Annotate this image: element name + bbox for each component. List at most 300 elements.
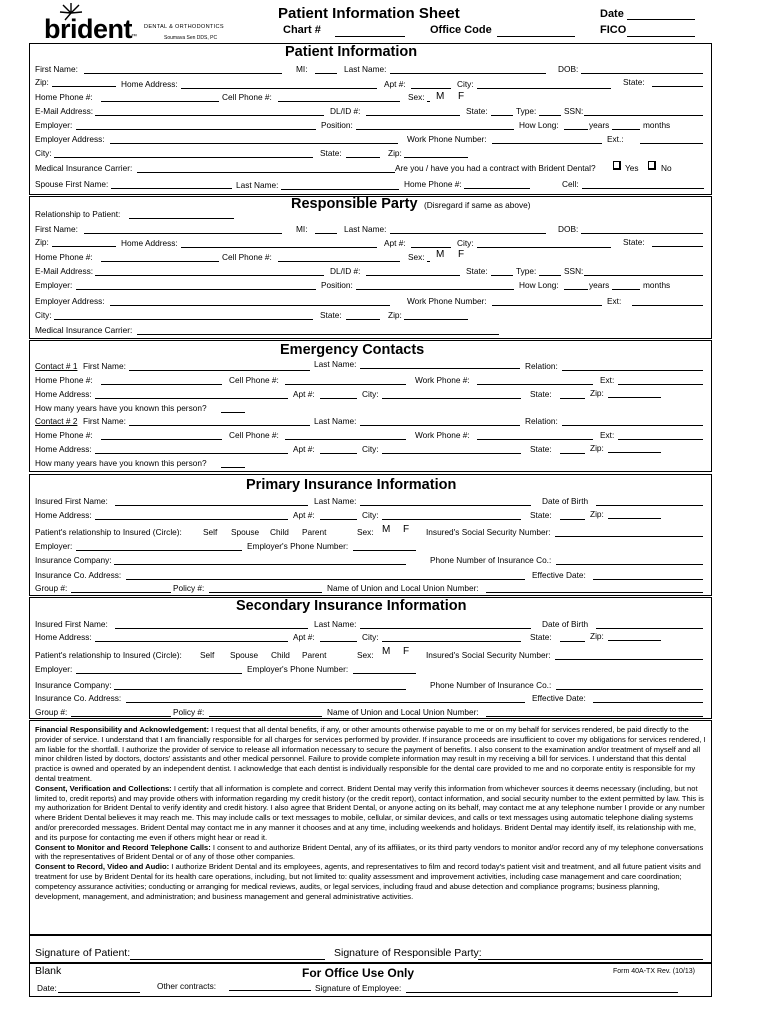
spouse-home-phone-field[interactable] (464, 188, 530, 189)
label: How Long: (519, 280, 559, 290)
si-effective-date-field[interactable] (593, 702, 703, 703)
label: Zip: (590, 388, 604, 398)
responsible-party-note: (Disregard if same as above) (424, 200, 531, 210)
label: Ext: (607, 296, 622, 306)
label: Relation: (525, 361, 558, 371)
label: State: (623, 77, 645, 87)
ec2-ext-field[interactable] (618, 439, 703, 440)
label: Home Address: (35, 444, 92, 454)
patient-dl-state-field[interactable] (491, 115, 513, 116)
label: E-Mail Address: (35, 266, 94, 276)
ec2-last-name-field[interactable] (360, 425, 520, 426)
label: Home Address: (35, 510, 92, 520)
label: State: (320, 148, 342, 158)
spouse-last-name-field[interactable] (281, 189, 399, 190)
rp-mi-field[interactable] (315, 233, 337, 234)
label: Group #: (35, 583, 68, 593)
responsible-signature-field[interactable] (478, 959, 703, 960)
contact-2-label: Contact # 2 (35, 416, 78, 426)
ec1-apt-field[interactable] (320, 398, 357, 399)
pi-last-name-field[interactable] (360, 505, 531, 506)
pi-company-field[interactable] (114, 564, 406, 565)
date-label: Date (600, 8, 624, 20)
label: State: (530, 632, 552, 642)
ec1-relation-field[interactable] (562, 370, 703, 371)
label: Apt #: (384, 238, 406, 248)
fico-label: FICO (600, 24, 627, 36)
patient-dob-field[interactable] (581, 73, 703, 74)
patient-employer-state-field[interactable] (346, 157, 380, 158)
label: City: (362, 444, 379, 454)
label: Insurance Co. Address: (35, 570, 122, 580)
ec2-apt-field[interactable] (320, 453, 357, 454)
label: Policy #: (173, 707, 205, 717)
relationship-self[interactable]: Self (203, 527, 218, 537)
blank-label: Blank (35, 965, 62, 977)
label: First Name: (83, 361, 126, 371)
ec1-home-phone-field[interactable] (101, 384, 222, 385)
label: Employer: (35, 664, 73, 674)
ec2-home-address-field[interactable] (95, 453, 288, 454)
label: Phone Number of Insurance Co.: (430, 680, 552, 690)
rp-home-address-field[interactable] (181, 247, 377, 248)
label: Home Address: (35, 632, 92, 642)
label: Apt #: (293, 389, 315, 399)
patient-how-long-years-field[interactable] (564, 129, 588, 130)
label: Other contracts: (157, 981, 217, 991)
rp-dl-state-field[interactable] (491, 275, 513, 276)
patient-last-name-field[interactable] (390, 73, 546, 74)
label: Cell: (562, 179, 579, 189)
label: Zip: (388, 310, 402, 320)
label: DL/ID #: (330, 106, 361, 116)
label: State: (623, 237, 645, 247)
patient-work-phone-field[interactable] (492, 143, 602, 144)
relationship-self[interactable]: Self (200, 650, 215, 660)
label: Work Phone Number: (407, 296, 487, 306)
ec1-years-known-field[interactable] (221, 412, 245, 413)
si-employer-field[interactable] (76, 673, 242, 674)
rp-dl-type-field[interactable] (539, 275, 561, 276)
label: Zip: (590, 443, 604, 453)
contract-no-checkbox[interactable] (648, 161, 656, 170)
rp-apt-field[interactable] (411, 247, 451, 248)
ec1-zip-field[interactable] (608, 397, 661, 398)
label: State: (320, 310, 342, 320)
label: Phone Number of Insurance Co.: (430, 555, 552, 565)
ec1-city-field[interactable] (382, 398, 521, 399)
label: Medical Insurance Carrier: (35, 325, 133, 335)
pi-city-field[interactable] (382, 519, 521, 520)
label: SSN: (564, 266, 584, 276)
si-employer-phone-field[interactable] (353, 673, 416, 674)
patient-position-field[interactable] (356, 129, 514, 130)
patient-sex-field[interactable] (427, 101, 430, 102)
label: Employer: (35, 280, 73, 290)
label: Date: (37, 983, 57, 993)
patient-ssn-field[interactable] (584, 115, 703, 116)
label: Apt #: (293, 444, 315, 454)
form-number: Form 40A-TX Rev. (10/13) (613, 968, 695, 975)
label: City: (362, 510, 379, 520)
rp-ext-field[interactable] (632, 305, 703, 306)
pi-apt-field[interactable] (320, 519, 357, 520)
logo-doctor: Soumava Sen DDS, PC (164, 35, 218, 41)
label: Policy #: (173, 583, 205, 593)
label: Last Name: (314, 416, 357, 426)
logo-tagline: DENTAL & ORTHODONTICS (144, 24, 224, 30)
ec1-cell-phone-field[interactable] (285, 384, 406, 385)
rp-employer-field[interactable] (76, 289, 316, 290)
si-company-phone-field[interactable] (556, 689, 703, 690)
financial-responsibility-text: I request that all dental benefits, if any, or other amounts otherwise payable to me or on my behalf for services rendered, be paid directly to the provider of service. I understand that I am financially responsible for all charges for services performed by provider. If insurance proceeds are insufficient to cover my obligations for services rendered, I am liable for the shortfall. I authorize the provider of service to release all information necessary to secure the payment of benefits. I also consent to the examination and/or treatment of myself and all minor children listed by doctors, doctors' assistants and other medical personnel. Failure to provide complete information may result in my receiving a bill for services. I understand that this dental practice is owned and operated by an independent dentist. I acknowledge that each dentist is individually responsible for the dental care provided to me and no corporate entity is responsible for my dental treatment. (35, 725, 706, 783)
patient-employer-city-field[interactable] (54, 157, 313, 158)
label: Ext: (600, 430, 615, 440)
label: Apt #: (293, 510, 315, 520)
pi-ssn-field[interactable] (555, 536, 703, 537)
sex-option-f[interactable]: F (458, 249, 465, 260)
pi-company-phone-field[interactable] (556, 564, 703, 565)
sex-option-f[interactable]: F (403, 524, 410, 535)
label: Relation: (525, 416, 558, 426)
rp-employer-city-field[interactable] (54, 319, 313, 320)
ec2-first-name-field[interactable] (129, 425, 310, 426)
relationship-parent[interactable]: Parent (302, 527, 327, 537)
patient-apt-field[interactable] (411, 88, 451, 89)
sex-option-m[interactable]: M (382, 524, 391, 535)
rp-sex-field[interactable] (427, 261, 430, 262)
label: Signature of Employee: (315, 983, 402, 993)
label: State: (530, 510, 552, 520)
pi-employer-phone-field[interactable] (353, 550, 416, 551)
label: Home Phone #: (35, 92, 93, 102)
si-apt-field[interactable] (320, 641, 357, 642)
pi-state-field[interactable] (560, 519, 585, 520)
sex-option-m[interactable]: M (382, 646, 391, 657)
patient-dl-type-field[interactable] (539, 115, 561, 116)
pi-group-field[interactable] (71, 592, 171, 593)
rp-employer-address-field[interactable] (110, 305, 390, 306)
si-group-field[interactable] (71, 716, 171, 717)
patient-employer-field[interactable] (76, 129, 316, 130)
patient-dl-field[interactable] (366, 115, 460, 116)
ec2-zip-field[interactable] (608, 452, 661, 453)
ec1-state-field[interactable] (560, 398, 585, 399)
consent-verification-text: I certify that all information is complete and correct. Brident Dental may verify this information from whichever sources it deems necessary (including, but not limited to, credit reports) and may provide others with information regarding my credit history (or the credit report), contact information, and social security number to the extent permitted by law. This is my authorization for Brident Dental to verify identity and credit history. I also agree that Brident Dental, or anyone acting on its behalf, may contact me at any telephone number I provide or any number where Brident Dental believes it may reach me. This may include calls or text messages to mobile, cellular, or similar devices, and calls or text messages using automatic telephone dialing systems and/or prerecorded messages. Brident Dental may contact me in any manner it chooses and at any time, including weekends and holidays. Brident Dental may identify itself, its relationship with me, and its purpose for contacting me even if others might hear or read it. (35, 783, 705, 842)
label: SSN: (564, 106, 584, 116)
patient-state-field[interactable] (652, 86, 703, 87)
ec1-first-name-field[interactable] (129, 370, 310, 371)
label: Home Phone #: (35, 375, 93, 385)
pi-effective-date-field[interactable] (593, 579, 703, 580)
patient-information-title: Patient Information (285, 44, 418, 60)
secondary-insurance-title: Secondary Insurance Information (236, 598, 467, 614)
pi-home-address-field[interactable] (95, 519, 288, 520)
label: Home Phone #: (404, 179, 462, 189)
office-date-field[interactable] (58, 992, 140, 993)
label: Name of Union and Local Union Number: (327, 583, 479, 593)
label: Employer: (35, 541, 73, 551)
label: Insured First Name: (35, 619, 108, 629)
relationship-spouse[interactable]: Spouse (231, 527, 260, 537)
employee-signature-field[interactable] (406, 992, 678, 993)
label: Zip: (35, 77, 49, 87)
sex-option-f[interactable]: F (403, 646, 410, 657)
ec2-relation-field[interactable] (562, 425, 703, 426)
label: Work Phone #: (415, 430, 470, 440)
si-company-field[interactable] (114, 689, 406, 690)
rp-employer-zip-field[interactable] (404, 319, 468, 320)
office-use-title: For Office Use Only (302, 966, 415, 980)
label: Medical Insurance Carrier: (35, 163, 133, 173)
label: Effective Date: (532, 570, 586, 580)
label: Employer Address: (35, 134, 105, 144)
si-ssn-field[interactable] (555, 659, 703, 660)
label: Home Phone #: (35, 430, 93, 440)
label: MI: (296, 224, 308, 234)
label: E-Mail Address: (35, 106, 94, 116)
legal-text (35, 725, 707, 901)
patient-cell-phone-field[interactable] (278, 101, 400, 102)
label: Last Name: (236, 180, 279, 190)
label: City: (35, 148, 52, 158)
emergency-contacts-title: Emergency Contacts (280, 342, 425, 358)
label: Home Phone #: (35, 252, 93, 262)
patient-home-phone-field[interactable] (101, 101, 219, 102)
label: Effective Date: (532, 693, 586, 703)
patient-signature-label: Signature of Patient: (35, 947, 131, 959)
label: Home Address: (121, 79, 178, 89)
logo-tm: ™ (131, 34, 137, 40)
consent-record-heading: Consent to Record, Video and Audio: (35, 862, 170, 872)
si-company-address-field[interactable] (126, 702, 525, 703)
label: Cell Phone #: (229, 375, 279, 385)
label: State: (530, 444, 552, 454)
other-contracts-field[interactable] (229, 990, 311, 991)
si-last-name-field[interactable] (360, 628, 531, 629)
ec2-years-known-field[interactable] (221, 467, 245, 468)
ec1-ext-field[interactable] (618, 384, 703, 385)
patient-email-field[interactable] (95, 115, 324, 116)
rp-work-phone-field[interactable] (492, 305, 602, 306)
label: Yes (625, 163, 639, 173)
ec2-home-phone-field[interactable] (101, 439, 222, 440)
label: MI: (296, 64, 308, 74)
rp-email-field[interactable] (95, 275, 324, 276)
patient-employer-address-field[interactable] (110, 143, 398, 144)
label: Are you / have you had a contract with Brident Dental? (395, 163, 596, 173)
label: Employer's Phone Number: (247, 664, 349, 674)
label: Type: (516, 266, 537, 276)
label: Insured's Social Security Number: (426, 527, 551, 537)
sex-option-f[interactable]: F (458, 91, 465, 102)
sex-option-m[interactable]: M (436, 249, 445, 260)
label: Last Name: (344, 64, 387, 74)
label: DOB: (558, 224, 579, 234)
label: DOB: (558, 64, 579, 74)
label: Insurance Co. Address: (35, 693, 122, 703)
label: State: (466, 266, 488, 276)
rp-how-long-years-field[interactable] (564, 289, 588, 290)
date-field[interactable] (627, 19, 695, 20)
financial-responsibility-heading: Financial Responsibility and Acknowledgement: (35, 725, 209, 734)
rp-first-name-field[interactable] (84, 233, 282, 234)
label: Home Address: (121, 238, 178, 248)
relationship-parent[interactable]: Parent (302, 650, 327, 660)
patient-zip-field[interactable] (52, 86, 116, 87)
rp-ssn-field[interactable] (584, 275, 703, 276)
label: Ext.: (607, 134, 624, 144)
responsible-party-title: Responsible Party (291, 196, 418, 212)
logo-wordmark: brident (44, 14, 132, 44)
patient-home-address-field[interactable] (181, 88, 377, 89)
pi-policy-field[interactable] (209, 592, 322, 593)
label: years (589, 280, 610, 290)
label: Zip: (590, 509, 604, 519)
si-zip-field[interactable] (608, 640, 661, 641)
patient-signature-field[interactable] (130, 959, 325, 960)
label: Last Name: (344, 224, 387, 234)
label: Sex: (357, 650, 374, 660)
ec1-last-name-field[interactable] (360, 368, 520, 369)
label: months (643, 120, 671, 130)
rp-medical-insurance-field[interactable] (137, 334, 499, 335)
rp-dl-field[interactable] (366, 275, 460, 276)
rp-home-phone-field[interactable] (101, 261, 219, 262)
label: Group #: (35, 707, 68, 717)
label: Date of Birth (542, 619, 589, 629)
label: Cell Phone #: (222, 252, 272, 262)
primary-insurance-title: Primary Insurance Information (246, 477, 457, 493)
patient-first-name-field[interactable] (84, 73, 282, 74)
rp-state-field[interactable] (652, 246, 703, 247)
label: Sex: (357, 527, 374, 537)
label: Sex: (408, 92, 425, 102)
pi-insured-first-name-field[interactable] (115, 505, 308, 506)
label: Zip: (590, 631, 604, 641)
label: Insured's Social Security Number: (426, 650, 551, 660)
si-insured-first-name-field[interactable] (115, 628, 308, 629)
ec2-state-field[interactable] (560, 453, 585, 454)
label: State: (466, 106, 488, 116)
consent-record-text: I authorize Brident Dental and its employees, agents, and representatives to film and record today's patient visit and treatment, and all future patient visits and treatment for use by Brident Dental for its health care operations, including, but not limited to: quality assessment and improvement activities, including case management and care coordination; competency assurance activities; conducting or arranging for medical reviews, audits, or legal services, including fraud and abuse detection and compliance programs; business planning, development, management, and administration; and business management and general administrative activities. (35, 862, 701, 901)
rp-last-name-field[interactable] (390, 233, 546, 234)
spouse-cell-field[interactable] (582, 188, 704, 189)
spouse-first-name-field[interactable] (111, 188, 232, 189)
si-union-field[interactable] (486, 716, 703, 717)
label: Name of Union and Local Union Number: (327, 707, 479, 717)
label: Work Phone #: (415, 375, 470, 385)
label: First Name: (35, 224, 78, 234)
rp-how-long-months-field[interactable] (612, 289, 640, 290)
ec2-city-field[interactable] (382, 453, 521, 454)
label: Zip: (35, 237, 49, 247)
pi-zip-field[interactable] (608, 518, 661, 519)
rp-employer-state-field[interactable] (346, 319, 380, 320)
patient-mi-field[interactable] (315, 73, 337, 74)
label: Cell Phone #: (229, 430, 279, 440)
rp-cell-phone-field[interactable] (278, 261, 400, 262)
label: Spouse First Name: (35, 179, 109, 189)
relationship-child[interactable]: Child (270, 527, 289, 537)
pi-company-address-field[interactable] (126, 579, 525, 580)
si-state-field[interactable] (560, 641, 585, 642)
patient-employer-zip-field[interactable] (404, 157, 468, 158)
fico-field[interactable] (627, 36, 695, 37)
label: City: (457, 238, 474, 248)
ec2-work-phone-field[interactable] (477, 439, 593, 440)
patient-how-long-months-field[interactable] (612, 129, 640, 130)
label: Last Name: (314, 619, 357, 629)
patient-medical-insurance-field[interactable] (137, 172, 395, 173)
office-code-label: Office Code (430, 24, 492, 36)
consent-verification-heading: Consent, Verification and Collections: (35, 783, 172, 793)
relationship-spouse[interactable]: Spouse (230, 650, 259, 660)
contact-1-label: Contact # 1 (35, 361, 78, 371)
label: Last Name: (314, 359, 357, 369)
chart-label: Chart # (283, 24, 321, 36)
rp-dob-field[interactable] (581, 233, 703, 234)
label: Employer: (35, 120, 73, 130)
label: Cell Phone #: (222, 92, 272, 102)
ec1-home-address-field[interactable] (95, 398, 288, 399)
ec1-work-phone-field[interactable] (477, 384, 593, 385)
relationship-child[interactable]: Child (271, 650, 290, 660)
label: Relationship to Patient: (35, 209, 121, 219)
label: Type: (516, 106, 537, 116)
relationship-field[interactable] (129, 218, 234, 219)
consent-monitor-heading: Consent to Monitor and Record Telephone Calls: (35, 842, 211, 852)
rp-position-field[interactable] (356, 289, 514, 290)
pi-union-field[interactable] (486, 592, 703, 593)
si-policy-field[interactable] (209, 716, 322, 717)
label: years (589, 120, 610, 130)
label: How many years have you known this person? (35, 403, 207, 413)
si-dob-field[interactable] (596, 628, 703, 629)
rp-city-field[interactable] (477, 247, 611, 248)
pi-dob-field[interactable] (596, 505, 703, 506)
office-code-field[interactable] (497, 36, 575, 37)
label: Home Address: (35, 389, 92, 399)
label: City: (457, 79, 474, 89)
label: Apt #: (384, 79, 406, 89)
page-title: Patient Information Sheet (278, 5, 460, 22)
ec2-cell-phone-field[interactable] (285, 439, 406, 440)
label: Employer's Phone Number: (247, 541, 349, 551)
pi-employer-field[interactable] (76, 550, 242, 551)
label: Position: (321, 280, 353, 290)
label: DL/ID #: (330, 266, 361, 276)
label: Zip: (388, 148, 402, 158)
rp-zip-field[interactable] (52, 246, 116, 247)
label: How many years have you known this person? (35, 458, 207, 468)
contract-yes-checkbox[interactable] (613, 161, 621, 170)
label: City: (362, 389, 379, 399)
chart-field[interactable] (335, 36, 405, 37)
patient-city-field[interactable] (477, 88, 611, 89)
label: Date of Birth (542, 496, 589, 506)
si-home-address-field[interactable] (95, 641, 288, 642)
label: No (661, 163, 672, 173)
label: Employer Address: (35, 296, 105, 306)
label: months (643, 280, 671, 290)
sex-option-m[interactable]: M (436, 91, 445, 102)
patient-ext-field[interactable] (640, 143, 703, 144)
label: How Long: (519, 120, 559, 130)
si-city-field[interactable] (382, 641, 521, 642)
label: Ext: (600, 375, 615, 385)
responsible-signature-label: Signature of Responsible Party: (334, 947, 482, 959)
